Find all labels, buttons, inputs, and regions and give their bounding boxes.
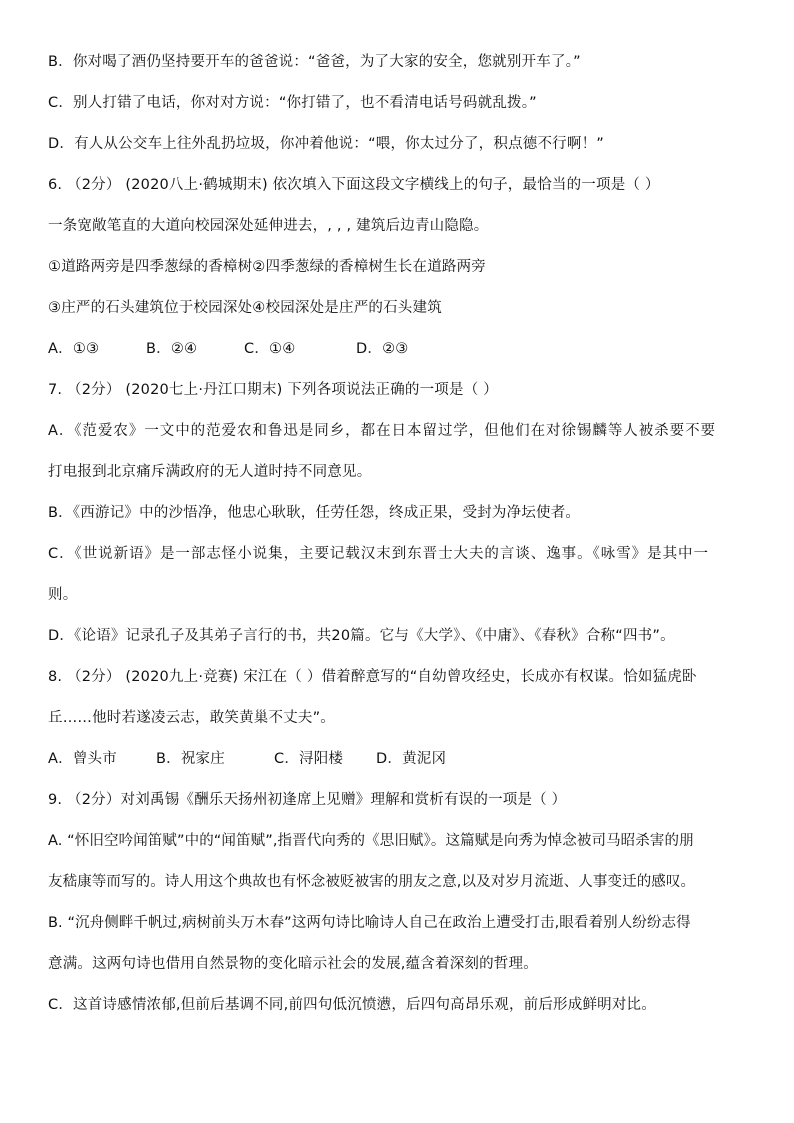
question-8-stem-line-2: 丘……他时若遂凌云志，敢笑黄巢不丈夫”。 — [48, 710, 336, 726]
question-8-stem-line-1: 8. （2分） (2020九上·竞赛) 宋江在（ ）借着醉意写的“自幼曾攻经史，长成亦有权谋。恰如猛虎卧 — [48, 669, 697, 685]
q9-option-a-line-2: 友嵇康等而写的。诗人用这个典故也有怀念被贬被害的朋友之意,以及对岁月流逝、人事变迁的感叹。 — [48, 874, 696, 890]
q7-option-c-line-2: 则。 — [48, 587, 78, 603]
q7-option-b: B．《西游记》中的沙悟净，他忠心耿耿，任劳任怨，终成正果，受封为净坛使者。 — [48, 505, 581, 521]
q6-option-b: B．②④ — [146, 341, 198, 357]
q5-option-c: C．别人打错了电话，你对对方说：“你打错了，也不看清电话号码就乱拨。” — [48, 95, 537, 111]
document-page — [48, 52, 768, 1036]
question-7-stem: 7. （2分） (2020七上·丹江口期末) 下列各项说法正确的一项是（ ） — [48, 382, 498, 398]
q7-option-a-line-1: A．《范爱农》一文中的范爱农和鲁迅是同乡，都在日本留过学，但他们在对徐锡麟等人被杀要不要 — [48, 423, 716, 439]
question-6-sentences-3-4: ③庄严的石头建筑位于校园深处④校园深处是庄严的石头建筑 — [48, 300, 442, 316]
q9-option-b-line-1: B. “沉舟侧畔千帆过,病树前头万木春”这两句诗比喻诗人自己在政治上遭受打击,眼看着别人纷纷志得 — [48, 915, 691, 931]
q8-option-d: D．黄泥冈 — [376, 751, 447, 767]
q7-option-d: D．《论语》记录孔子及其弟子言行的书，共20篇。它与《大学》、《中庸》、《春秋》合称“四书”。 — [48, 628, 675, 644]
q5-option-b: B．你对喝了酒仍坚持要开车的爸爸说：“爸爸，为了大家的安全，您就别开车了。” — [48, 54, 581, 70]
q8-option-b: B．祝家庄 — [156, 751, 225, 767]
q7-option-a-line-2: 打电报到北京痛斥满政府的无人道时持不同意见。 — [48, 464, 372, 480]
q8-option-c: C．浔阳楼 — [274, 751, 344, 767]
question-6-stem: 6. （2分） (2020八上·鹤城期末) 依次填入下面这段文字横线上的句子，最恰当的一项是（ ） — [48, 177, 660, 193]
q9-option-b-line-2: 意满。这两句诗也借用自然景物的变化暗示社会的发展,蕴含着深刻的哲理。 — [48, 956, 538, 972]
question-6-options — [48, 339, 768, 359]
question-6-passage: 一条宽敞笔直的大道向校园深处延伸进去，, , , 建筑后边青山隐隐。 — [48, 218, 489, 234]
question-9-stem: 9. （2分）对刘禹锡《酬乐天扬州初逢席上见赠》理解和赏析有误的一项是（ ） — [48, 792, 567, 808]
question-8-options — [48, 749, 768, 769]
q6-option-c: C．①④ — [244, 341, 296, 357]
question-6-sentences-1-2: ①道路两旁是四季葱绿的香樟树②四季葱绿的香樟树生长在道路两旁 — [48, 259, 486, 275]
q9-option-c: C．这首诗感情浓郁,但前后基调不同,前四句低沉愤懑，后四句高昂乐观，前后形成鲜明对比。 — [48, 997, 656, 1013]
q9-option-a-line-1: A. “怀旧空吟闻笛赋”中的“闻笛赋”,指晋代向秀的《思旧赋》。这篇赋是向秀为悼念被司马昭杀害的朋 — [48, 833, 694, 849]
q5-option-d: D．有人从公交车上往外乱扔垃圾，你冲着他说：“喂，你太过分了，积点德不行啊！” — [48, 136, 604, 152]
q6-option-a: A．①③ — [48, 341, 100, 357]
q7-option-c-line-1: C．《世说新语》是一部志怪小说集，主要记载汉末到东晋士大夫的言谈、逸事。《咏雪》是其中一 — [48, 546, 709, 562]
q6-option-d: D．②③ — [356, 341, 409, 357]
q8-option-a: A．曾头市 — [48, 751, 117, 767]
